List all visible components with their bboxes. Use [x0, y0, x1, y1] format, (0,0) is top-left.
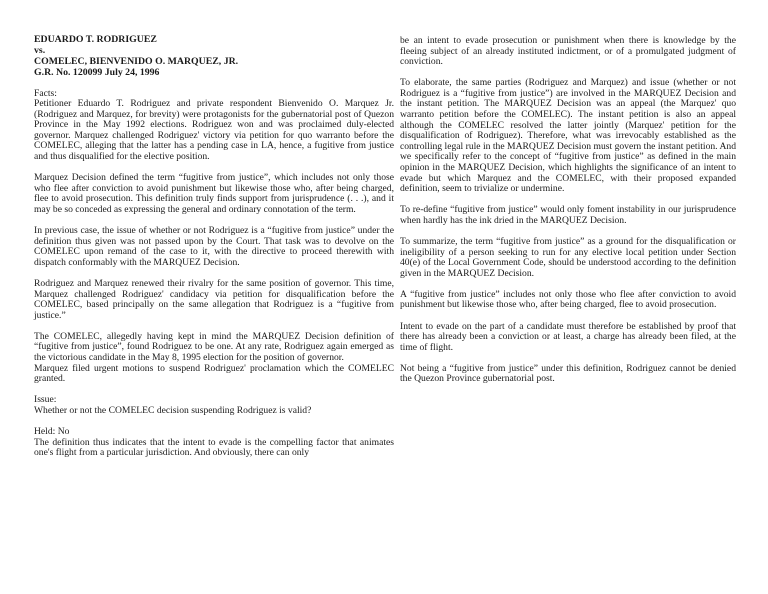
facts-label: Facts: — [34, 87, 57, 99]
versus-label: vs. — [34, 45, 46, 56]
facts-paragraph-4: Rodriguez and Marquez renewed their rivalry for the same position of governor. This time, Marquez challenged Rodriguez' candidacy via petition for disqualification before the COMELEC, based principally on the same allegation that Rodriguez is a “fugitive from justice.” — [34, 277, 394, 321]
left-column — [34, 34, 394, 469]
ruling-paragraph-5: Intent to evade on the part of a candidate must therefore be established by proof that there has already been a conviction or at least, a charge has already been filed, at the time of flight. — [400, 320, 736, 353]
issue-section — [34, 395, 394, 416]
issue-label: Issue: — [34, 394, 57, 406]
ruling-paragraph-1: To elaborate, the same parties (Rodriguez and Marquez) and issue (whether or not Rodriguez is a “fugitive from justice”) are involved in the MARQUEZ Decision and the instant petition. The MARQUEZ Decision was an appeal (the Marquez' quo warranto petition before the COMELEC). The instant petition is also an appeal although the COMELEC resolved the latter jointly (Marquez' petition for the disqualification of Rodriguez). Therefore, what was irrevocably established as the controlling legal rule in the MARQUEZ Decision must govern the instant petition. And we specifically refer to the concept of “fugitive from justice” as defined in the main opinion in the MARQUEZ Decision, which highlights the significance of an intent to evade but which Marquez and the COMELEC, with their proposed expanded definition, seem to trivialize or undermine. — [400, 77, 736, 195]
facts-paragraph-1: Petitioner Eduardo T. Rodriguez and private respondent Bienvenido O. Marquez Jr. (Rodriguez and Marquez, for brevity) were protagonists for the gubernatorial post of Quezon Province in the May 1992 elections. Rodriguez won and was proclaimed duly-elected governor. Marquez challenged Rodriguez' victory via petition for quo warranto before the COMELEC, alleging that the latter has a pending case in LA, hence, a fugitive from justice and thus disqualified for the elective position. — [34, 98, 394, 163]
ruling-paragraph-4: A “fugitive from justice” includes not only those who flee after conviction to avoid punishment but likewise those who, after being charged, flee to avoid prosecution. — [400, 288, 736, 311]
ruling-paragraph-3: To summarize, the term “fugitive from justice” as a ground for the disqualification or ineligibility of a person seeking to run for any elective local petition under Section 40(e) of the Local Government Code, should be understood according to the definition given in the MARQUEZ Decision. — [400, 236, 736, 279]
facts-paragraph-3: In previous case, the issue of whether or not Rodriguez is a “fugitive from justice” under the definition thus given was not passed upon by the Court. That task was to devolve on the COMELEC upon remand of the case to it, with the directive to proceed therewith with dispatch conformably with the MARQUEZ Decision. — [34, 225, 394, 268]
facts-paragraph-5b: Marquez filed urgent motions to suspend Rodriguez' proclamation which the COMELEC granted. — [34, 362, 394, 385]
held-section — [34, 427, 394, 459]
facts-paragraph-5a: The COMELEC, allegedly having kept in mind the MARQUEZ Decision definition of “fugitive from justice”, found Rodriguez to be one. At any rate, Rodriguez again emerged as the victorious candidate in the May 8, 1995 election for the position of governor. — [34, 330, 394, 363]
held-label: Held: No — [34, 425, 70, 437]
facts-paragraph-2: Marquez Decision defined the term “fugitive from justice”, which includes not only those who flee after conviction to avoid punishment but likewise those who, after being charged, flee to avoid prosecution. This definition truly finds support from jurisprudence (. . .), and it may be so conceded as expressing the general and ordinary connotation of the term. — [34, 172, 394, 215]
held-text: The definition thus indicates that the intent to evade is the compelling factor that animates one's flight from a particular jurisdiction. And obviously, there can only — [34, 436, 394, 459]
ruling-paragraph-6: Not being a “fugitive from justice” under this definition, Rodriguez cannot be denied the Quezon Province gubernatorial post. — [400, 362, 736, 385]
respondents-name: COMELEC, BIENVENIDO O. MARQUEZ, JR. — [34, 56, 239, 67]
petitioner-name: EDUARDO T. RODRIGUEZ — [34, 34, 157, 45]
held-continuation: be an intent to evade prosecution or punishment when there is knowledge by the fleeing subject of an already instituted indictment, or of a promulgated judgment of conviction. — [400, 35, 736, 68]
facts-paragraph-5 — [34, 332, 394, 385]
right-column — [400, 36, 736, 396]
ruling-paragraph-2: To re-define “fugitive from justice” would only foment instability in our jurisprudence when hardly has the ink dried in the MARQUEZ Decision. — [400, 204, 736, 226]
case-header — [34, 34, 394, 78]
facts-section — [34, 89, 394, 163]
case-number: G.R. No. 120099 July 24, 1996 — [34, 67, 160, 78]
issue-text: Whether or not the COMELEC decision suspending Rodriguez is valid? — [34, 404, 312, 416]
